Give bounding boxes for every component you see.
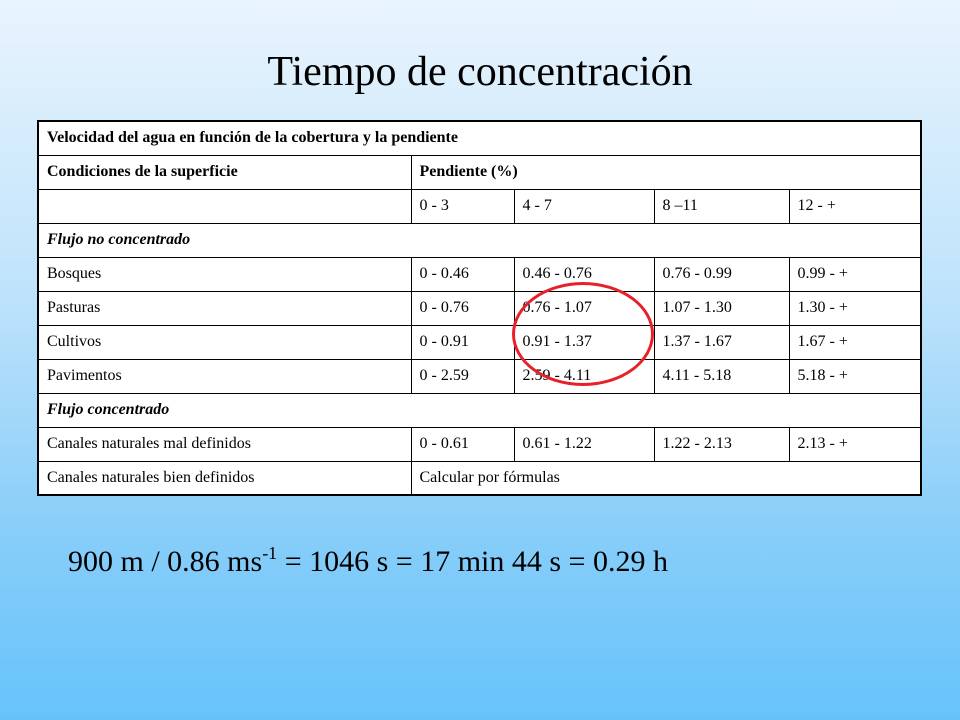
- slope-range-row: [38, 189, 921, 223]
- table-cell: 2.59 - 4.11: [514, 359, 654, 393]
- table-cell: 0 - 0.61: [411, 427, 514, 461]
- velocity-table: [37, 120, 922, 496]
- table-cell: 0.46 - 0.76: [514, 257, 654, 291]
- table-row: [38, 325, 921, 359]
- table-cell: 1.37 - 1.67: [654, 325, 789, 359]
- table-cell: 0 - 0.91: [411, 325, 514, 359]
- slide-title: Tiempo de concentración: [267, 49, 693, 95]
- table-cell: 5.18 - +: [789, 359, 921, 393]
- table-row: [38, 461, 921, 495]
- section-unconcentrated-flow: Flujo no concentrado: [38, 223, 921, 257]
- table-header-row: [38, 155, 921, 189]
- velocity-table-container: [37, 120, 920, 496]
- formula-note: Calcular por fórmulas: [411, 461, 921, 495]
- table-cell: 1.07 - 1.30: [654, 291, 789, 325]
- table-cell: 4.11 - 5.18: [654, 359, 789, 393]
- slope-range: 12 - +: [789, 189, 921, 223]
- row-label: Bosques: [38, 257, 411, 291]
- row-label: Canales naturales mal definidos: [38, 427, 411, 461]
- table-cell: 0 - 2.59: [411, 359, 514, 393]
- slope-range: 4 - 7: [514, 189, 654, 223]
- table-cell: 1.22 - 2.13: [654, 427, 789, 461]
- row-label: Canales naturales bien definidos: [38, 461, 411, 495]
- table-cell: 1.67 - +: [789, 325, 921, 359]
- row-label: Pasturas: [38, 291, 411, 325]
- section-concentrated-flow: Flujo concentrado: [38, 393, 921, 427]
- table-cell: [38, 189, 411, 223]
- travel-time-formula: [68, 540, 668, 584]
- table-row: [38, 427, 921, 461]
- table-row: [38, 257, 921, 291]
- formula-part-2: = 1046 s = 17 min 44 s = 0.29 h: [277, 545, 668, 578]
- table-cell: 2.13 - +: [789, 427, 921, 461]
- section-row: [38, 393, 921, 427]
- slope-header: Pendiente (%): [411, 155, 921, 189]
- slope-range: 0 - 3: [411, 189, 514, 223]
- table-cell: 0.76 - 0.99: [654, 257, 789, 291]
- table-cell: 0 - 0.46: [411, 257, 514, 291]
- table-cell: 0.91 - 1.37: [514, 325, 654, 359]
- table-heading: Velocidad del agua en función de la cobertura y la pendiente: [38, 121, 921, 155]
- table-row: [38, 291, 921, 325]
- formula-exponent: -1: [262, 543, 278, 563]
- formula-part-1: 900 m / 0.86 ms: [68, 545, 263, 578]
- table-cell: 0.76 - 1.07: [514, 291, 654, 325]
- slope-range: 8 –11: [654, 189, 789, 223]
- surface-conditions-header: Condiciones de la superficie: [38, 155, 411, 189]
- table-row: [38, 359, 921, 393]
- table-cell: 0 - 0.76: [411, 291, 514, 325]
- section-row: [38, 223, 921, 257]
- table-heading-row: [38, 121, 921, 155]
- table-cell: 1.30 - +: [789, 291, 921, 325]
- table-cell: 0.99 - +: [789, 257, 921, 291]
- row-label: Cultivos: [38, 325, 411, 359]
- table-cell: 0.61 - 1.22: [514, 427, 654, 461]
- row-label: Pavimentos: [38, 359, 411, 393]
